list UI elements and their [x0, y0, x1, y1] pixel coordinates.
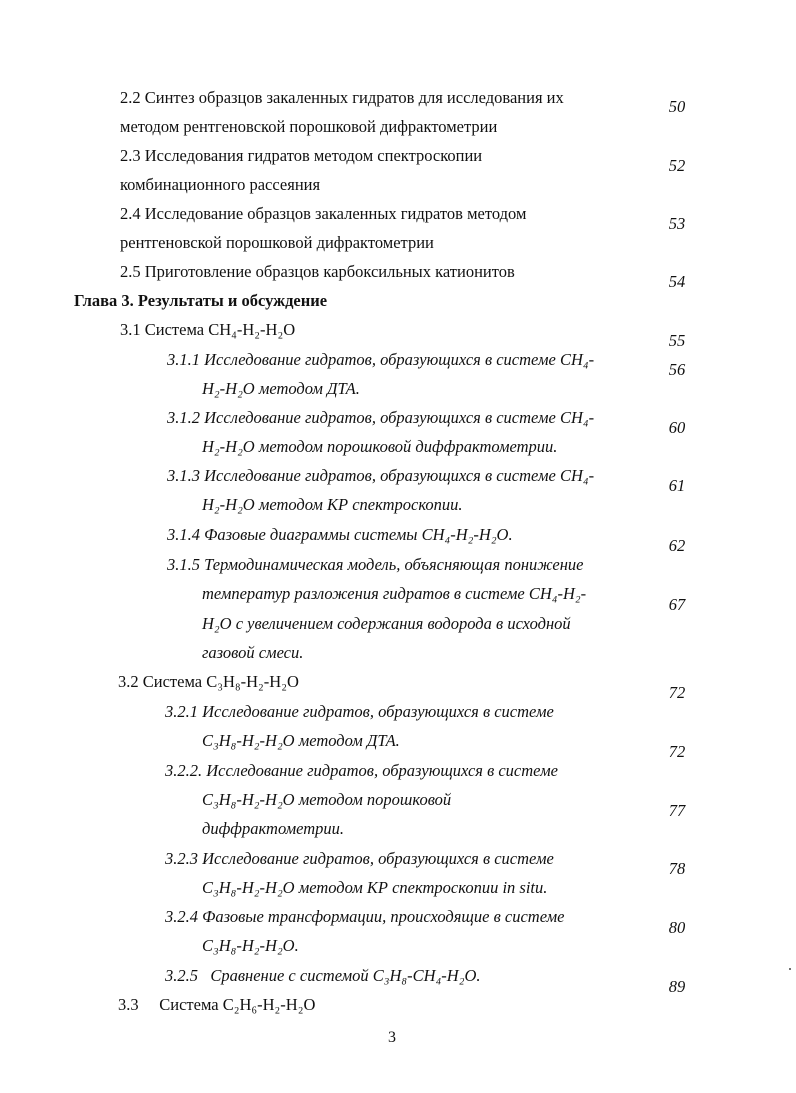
toc-entry-3-2-5: 3.2.5 Сравнение с системой C₃H₈-CH₄-H₂O. — [165, 966, 481, 985]
toc-page-3-1-5: 67 — [668, 595, 686, 614]
toc-entry-3-1-2-line2: H₂-H₂O методом порошковой диффрактометрии. — [202, 437, 558, 456]
toc-entry-3-1-5-line1: 3.1.5 Термодинамическая модель, объясняющая понижение — [167, 555, 584, 574]
toc-entry-3-2-1-line2: C₃H₈-H₂-H₂O методом ДТА. — [202, 731, 400, 750]
toc-page-3-2-3: 78 — [668, 859, 686, 878]
toc-entry-3-1-5-line4: газовой смеси. — [202, 643, 304, 662]
toc-entry-3-1-1-line1: 3.1.1 Исследование гидратов, образующихся в системе CH₄- — [167, 350, 595, 369]
toc-page-3-2-1: 72 — [668, 742, 686, 761]
toc-page-2-5: 54 — [668, 272, 686, 291]
toc-entry-2-4-line1: 2.4 Исследование образцов закаленных гидратов методом — [120, 204, 527, 223]
toc-page-3-1: 55 — [668, 331, 686, 350]
toc-page-3-1-3: 61 — [668, 476, 686, 495]
toc-page-3-1-1: 56 — [668, 360, 686, 379]
chapter-3-title: Глава 3. Результаты и обсуждение — [74, 291, 328, 310]
toc-entry-3-2-2-line3: диффрактометрии. — [202, 819, 344, 838]
toc-entry-3-2-4-line1: 3.2.4 Фазовые трансформации, происходящие в системе — [165, 907, 565, 926]
toc-entry-3-2-2-line1: 3.2.2. Исследование гидратов, образующихся в системе — [165, 761, 558, 780]
toc-entry-3-2-1-line1: 3.2.1 Исследование гидратов, образующихся в системе — [165, 702, 554, 721]
toc-entry-2-3-line2: комбинационного рассеяния — [120, 175, 321, 194]
toc-entry-3-2-4-line2: C₃H₈-H₂-H₂O. — [202, 936, 299, 955]
toc-entry-3-1-1-line2: H₂-H₂O методом ДТА. — [202, 379, 360, 398]
scan-speck — [789, 968, 791, 970]
toc-entry-2-2-line1: 2.2 Синтез образцов закаленных гидратов для исследования их — [120, 88, 564, 107]
toc-page-2-2: 50 — [668, 97, 686, 116]
toc-entry-2-3-line1: 2.3 Исследования гидратов методом спектроскопии — [120, 146, 483, 165]
toc-entry-2-2-line2: методом рентгеновской порошковой дифрактометрии — [120, 117, 498, 136]
toc-page-3-2-5: 89 — [668, 977, 686, 996]
page-number: 3 — [388, 1029, 396, 1046]
toc-entry-3-1-3-line1: 3.1.3 Исследование гидратов, образующихся в системе CH₄- — [167, 466, 595, 485]
toc-entry-3-1-5-line2: температур разложения гидратов в системе CH₄-H₂- — [202, 584, 587, 603]
toc-page-2-3: 52 — [668, 156, 686, 175]
toc-entry-3-2-3-line2: C₃H₈-H₂-H₂O методом КР спектроскопии in situ. — [202, 878, 548, 897]
toc-entry-3-3: 3.3 Система C₂H₆-H₂-H₂O — [118, 995, 316, 1014]
toc-entry-3-1-5-line3: H₂O с увеличением содержания водорода в исходной — [202, 614, 571, 633]
toc-entry-2-4-line2: рентгеновской порошковой дифрактометрии — [120, 233, 434, 252]
toc-entry-3-1-4: 3.1.4 Фазовые диаграммы системы CH₄-H₂-H₂O. — [167, 525, 513, 544]
toc-page-3-2-2: 77 — [668, 801, 686, 820]
toc-entry-3-1-2-line1: 3.1.2 Исследование гидратов, образующихся в системе CH₄- — [167, 408, 595, 427]
toc-entry-3-2: 3.2 Система C₃H₈-H₂-H₂O — [118, 672, 299, 691]
toc-entry-2-5: 2.5 Приготовление образцов карбоксильных катионитов — [120, 262, 515, 281]
toc-entry-3-2-3-line1: 3.2.3 Исследование гидратов, образующихся в системе — [165, 849, 554, 868]
toc-entry-3-2-2-line2: C₃H₈-H₂-H₂O методом порошковой — [202, 790, 452, 809]
toc-entry-3-1-3-line2: H₂-H₂O методом КР спектроскопии. — [202, 495, 463, 514]
toc-entry-3-1: 3.1 Система CH₄-H₂-H₂O — [120, 320, 296, 339]
toc-page-3-2-4: 80 — [668, 918, 686, 937]
toc-page-3-1-2: 60 — [668, 418, 686, 437]
toc-page-3-2: 72 — [668, 683, 686, 702]
toc-page-2-4: 53 — [668, 214, 686, 233]
toc-page-3-1-4: 62 — [668, 536, 686, 555]
